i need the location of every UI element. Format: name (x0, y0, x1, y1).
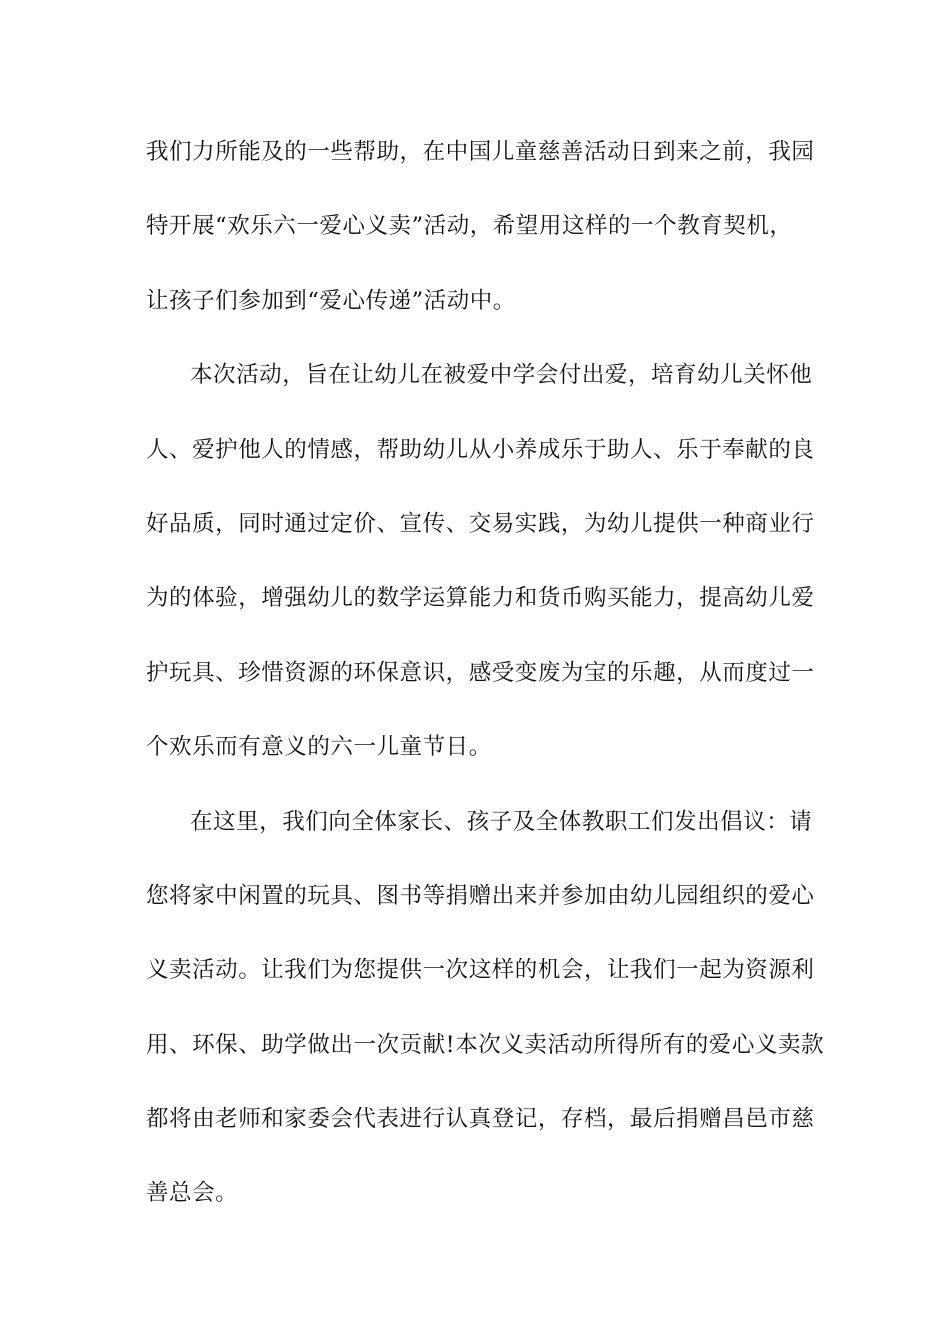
text-line: 我们力所能及的一些帮助，在中国儿童慈善活动日到来之前，我园 (146, 139, 815, 165)
paragraph-first-line: 本次活动，旨在让幼儿在被爱中学会付出爱，培育幼儿关怀他 (190, 362, 813, 389)
text-line: 让孩子们参加到“爱心传递”活动中。 (146, 287, 516, 314)
text-line: 为的体验，增强幼儿的数学运算能力和货币购买能力，提高幼儿爱 (146, 585, 815, 612)
paragraph-first-line: 在这里，我们向全体家长、孩子及全体教职工们发出倡议：请 (190, 808, 813, 835)
text-line: 好品质，同时通过定价、宣传、交易实践，为幼儿提供一种商业行 (146, 510, 815, 537)
text-line: 特开展“欢乐六一爱心义卖”活动，希望用这样的一个教育契机， (146, 213, 793, 240)
text-line: 善总会。 (146, 1180, 239, 1207)
text-line: 护玩具、珍惜资源的环保意识，感受变废为宝的乐趣，从而度过一 (146, 659, 815, 686)
text-line: 个欢乐而有意义的六一儿童节日。 (146, 734, 492, 761)
text-line: 人、爱护他人的情感，帮助幼儿从小养成乐于助人、乐于奉献的良 (146, 436, 815, 463)
text-line: 都将由老师和家委会代表进行认真登记，存档，最后捐赠昌邑市慈 (146, 1106, 815, 1133)
document-body (146, 130, 825, 1246)
text-line: 您将家中闲置的玩具、图书等捐赠出来并参加由幼儿园组织的爱心 (146, 882, 815, 909)
text-line: 用、环保、助学做出一次贡献!本次义卖活动所得所有的爱心义卖款 (146, 1031, 825, 1058)
text-line: 义卖活动。让我们为您提供一次这样的机会，让我们一起为资源利 (146, 957, 815, 984)
